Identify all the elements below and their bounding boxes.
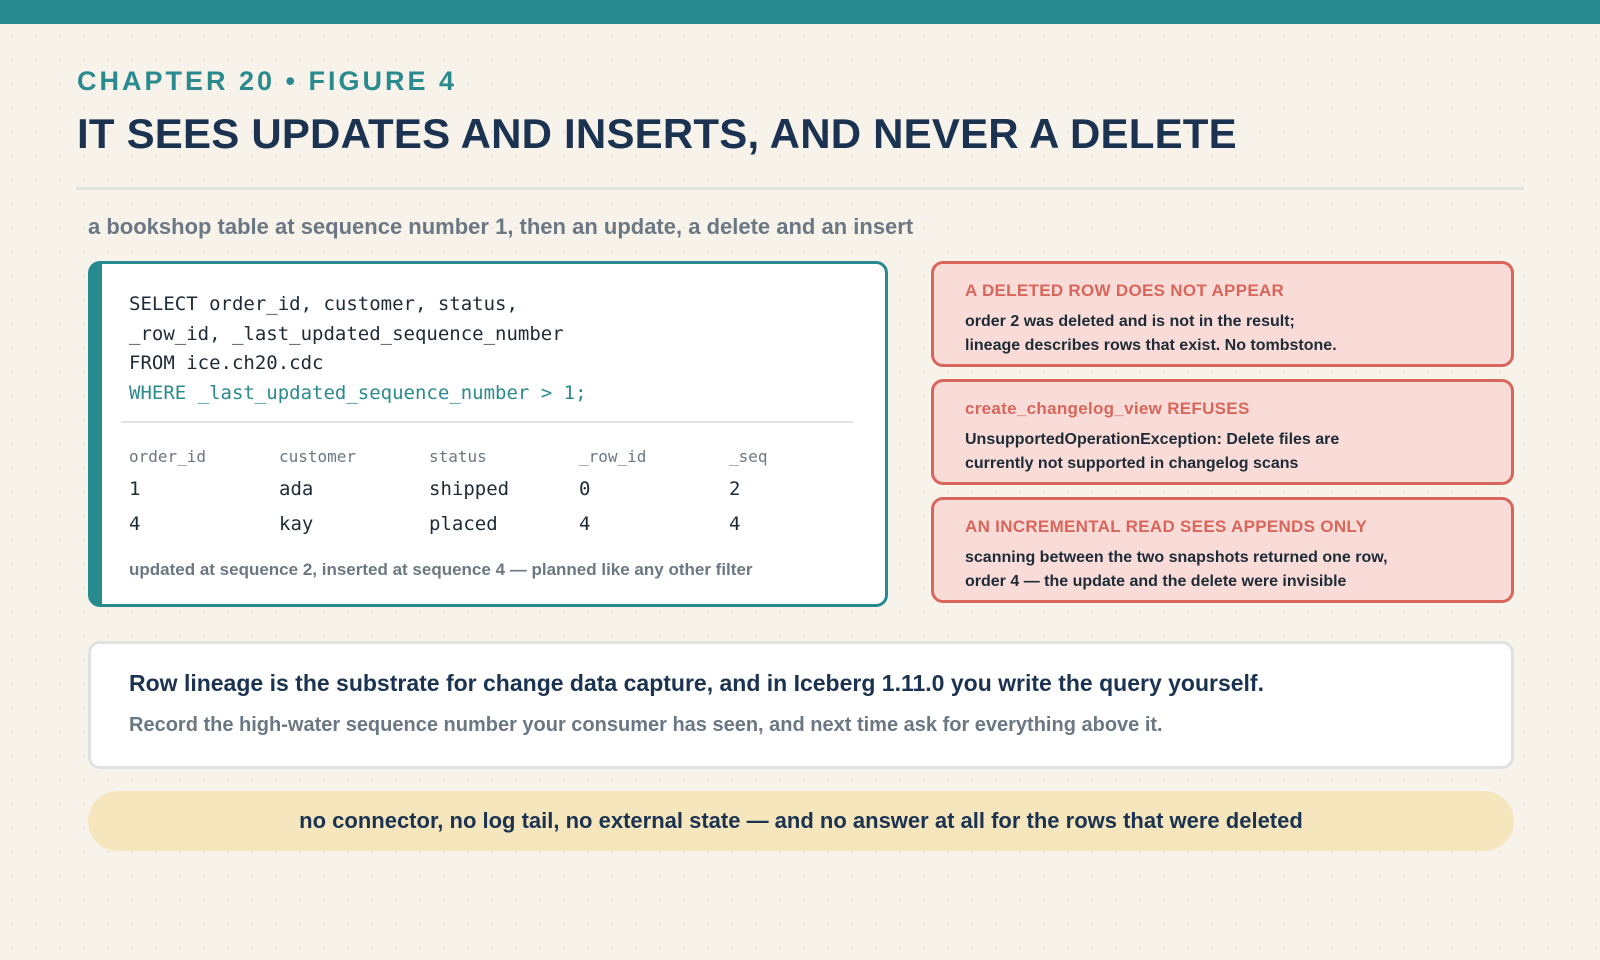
- note-title: A DELETED ROW DOES NOT APPEAR: [965, 281, 1285, 300]
- cell-customer: ada: [279, 478, 314, 500]
- column-header-row-id: _row_id: [579, 447, 647, 466]
- note-body: [965, 546, 1388, 594]
- column-header-order-id: order_id: [129, 447, 207, 466]
- sql-where-line: WHERE _last_updated_sequence_number > 1;: [129, 381, 587, 404]
- note-line: currently not supported in changelog scans: [965, 455, 1299, 472]
- query-result-divider: [121, 421, 853, 423]
- cell-customer: kay: [279, 513, 314, 535]
- cell-status: shipped: [429, 478, 510, 500]
- summary-subline: Record the high-water sequence number your consumer has seen, and next time ask for everything above it.: [129, 714, 1163, 736]
- note-line: order 4 — the update and the delete were invisible: [965, 573, 1347, 590]
- title-divider: [76, 187, 1524, 190]
- sql-line: SELECT order_id, customer, status,: [129, 293, 518, 315]
- sql-line: FROM ice.ch20.cdc: [129, 352, 324, 374]
- sql-query: [129, 290, 587, 408]
- query-result-note: updated at sequence 2, inserted at sequence 4 — planned like any other filter: [129, 560, 753, 579]
- query-card: [88, 261, 888, 607]
- chapter-kicker: CHAPTER 20 • FIGURE 4: [77, 66, 458, 96]
- footer-callout: no connector, no log tail, no external state — and no answer at all for the rows that were deleted: [88, 791, 1514, 851]
- page-subtitle: a bookshop table at sequence number 1, then an update, a delete and an insert: [88, 214, 914, 239]
- summary-headline: Row lineage is the substrate for change data capture, and in Iceberg 1.11.0 you write the query yourself.: [129, 670, 1264, 696]
- summary-card: [88, 641, 1514, 769]
- note-card-changelog-refuses: [931, 379, 1514, 485]
- note-title: create_changelog_view REFUSES: [965, 399, 1250, 418]
- note-card-incremental-read: [931, 497, 1514, 603]
- column-header-customer: customer: [279, 447, 357, 466]
- cell-row-id: 0: [579, 478, 591, 500]
- note-body: [965, 310, 1337, 358]
- cell-seq: 2: [729, 478, 741, 500]
- note-card-deleted-row: [931, 261, 1514, 367]
- page-title: IT SEES UPDATES AND INSERTS, AND NEVER A DELETE: [77, 110, 1237, 157]
- column-header-status: status: [429, 447, 487, 466]
- note-body: [965, 428, 1339, 476]
- note-title: AN INCREMENTAL READ SEES APPENDS ONLY: [965, 517, 1368, 536]
- cell-row-id: 4: [579, 513, 591, 535]
- sql-line: _row_id, _last_updated_sequence_number: [129, 322, 564, 345]
- column-header-seq: _seq: [729, 447, 768, 466]
- cell-order-id: 4: [129, 513, 141, 535]
- top-accent-bar: [0, 0, 1600, 24]
- cell-order-id: 1: [129, 478, 141, 500]
- note-line: scanning between the two snapshots returned one row,: [965, 549, 1388, 566]
- cell-status: placed: [429, 513, 498, 535]
- cell-seq: 4: [729, 513, 741, 535]
- note-line: UnsupportedOperationException: Delete files are: [965, 431, 1340, 448]
- note-line: order 2 was deleted and is not in the result;: [965, 313, 1295, 330]
- note-line: lineage describes rows that exist. No tombstone.: [965, 337, 1337, 354]
